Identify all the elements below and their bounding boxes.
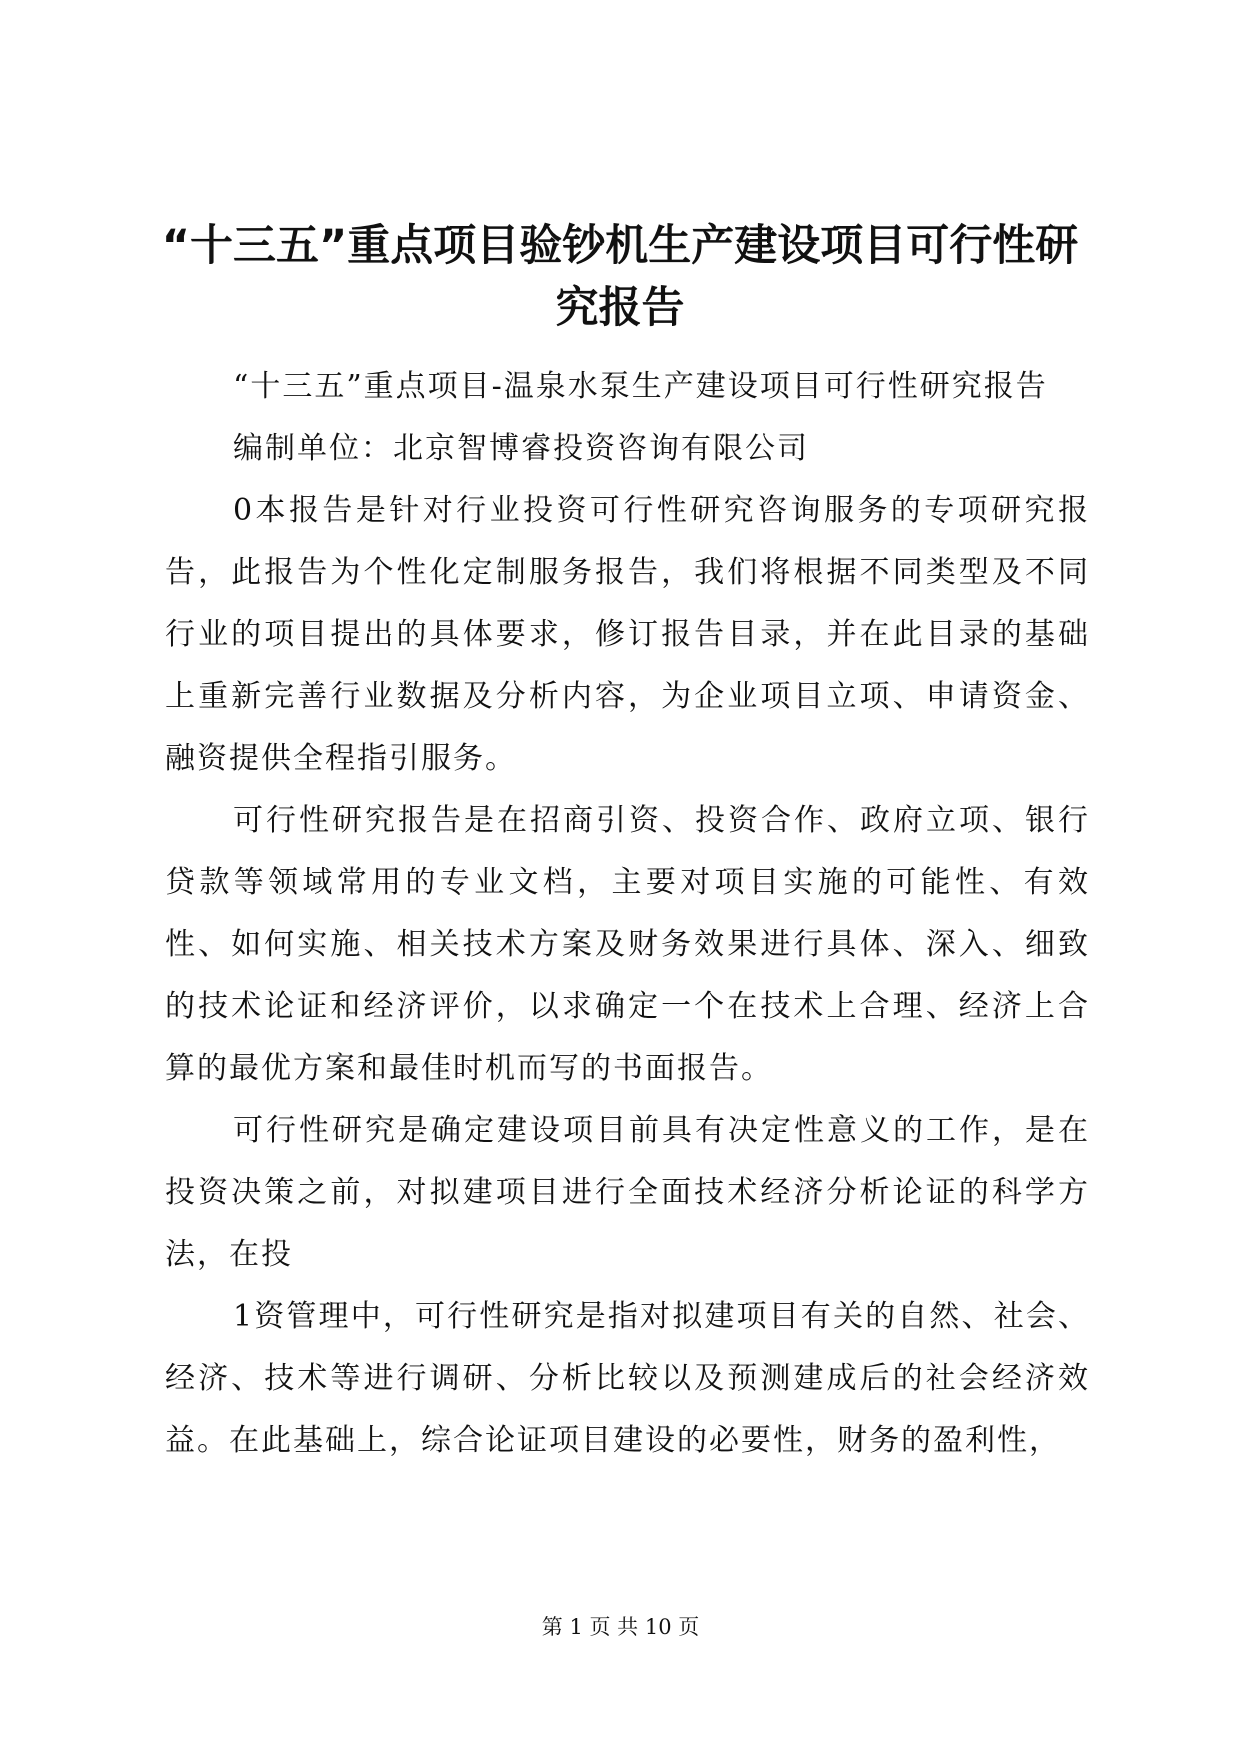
paragraph-compiler: 编制单位：北京智博睿投资咨询有限公司 bbox=[233, 431, 809, 466]
paragraph-intro: 0本报告是针对行业投资可行性研究咨询服务的专项研究报告，此报告为个性化定制服务报告，我们将根据不同类型及不同行业的项目提出的具体要求，修订报告目录，并在此目录的基础上重新完善行业数据及分析内容，为企业项目立项、申请资金、融资提供全程指引服务。 bbox=[165, 493, 1090, 776]
paragraph-management: 1资管理中，可行性研究是指对拟建项目有关的自然、社会、经济、技术等进行调研、分析比较以及预测建成后的社会经济效益。在此基础上，综合论证项目建设的必要性，财务的盈利性， bbox=[165, 1299, 1090, 1458]
page-number-footer: 第 1 页 共 10 页 bbox=[541, 1615, 700, 1639]
document-title: “十三五”重点项目验钞机生产建设项目可行性研究报告 bbox=[161, 221, 1079, 333]
paragraph-feasibility-report: 可行性研究报告是在招商引资、投资合作、政府立项、银行贷款等领域常用的专业文档，主要对项目实施的可能性、有效性、如何实施、相关技术方案及财务效果进行具体、深入、细致的技术论证和经济评价，以求确定一个在技术上合理、经济上合算的最优方案和最佳时机而写的书面报告。 bbox=[165, 803, 1090, 1086]
paragraph-feasibility-study: 可行性研究是确定建设项目前具有决定性意义的工作，是在投资决策之前，对拟建项目进行全面技术经济分析论证的科学方法，在投 bbox=[165, 1113, 1090, 1272]
document-body bbox=[165, 356, 1090, 1472]
paragraph-subtitle: “十三五”重点项目-温泉水泵生产建设项目可行性研究报告 bbox=[233, 369, 1048, 404]
